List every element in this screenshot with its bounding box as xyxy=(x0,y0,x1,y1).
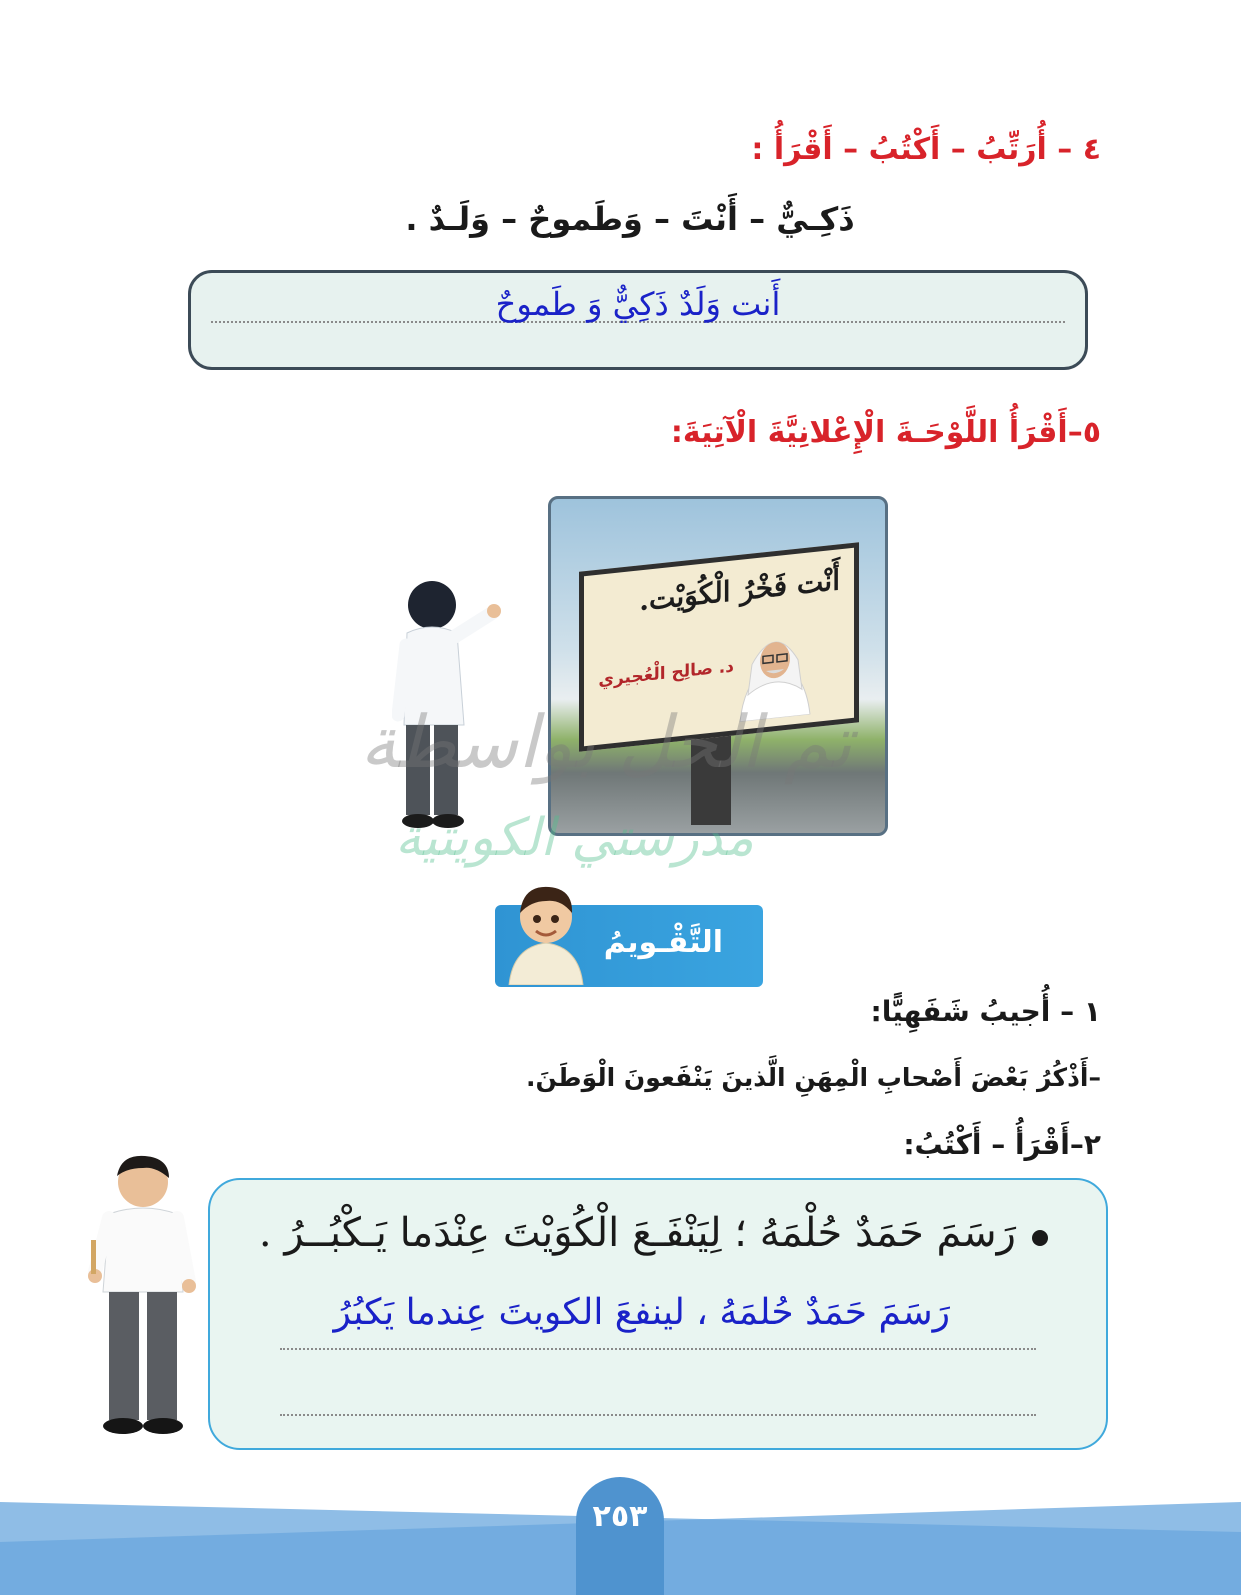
answer-box xyxy=(188,270,1088,370)
boy-standing-illustration xyxy=(85,1152,200,1437)
boy-avatar-icon xyxy=(501,875,591,985)
question-1-instruction: –أَذْكُرُ بَعْضَ أَصْحابِ الْمِهَنِ الَّذينَ يَنْفَعونَ الْوَطَنَ. xyxy=(526,1063,1101,1092)
question-4-title: ٤ – أُرَتِّبُ – أَكْتُبُ – أَقْرَأُ : xyxy=(751,132,1101,167)
billboard-image xyxy=(548,496,888,836)
bullet-icon xyxy=(1032,1230,1048,1246)
handwritten-answer-q2: رَسَمَ حَمَدٌ حُلمَهُ ، لينفعَ الكويتَ عِندما يَكبُرُ xyxy=(333,1292,950,1333)
writing-dotted-line-2 xyxy=(280,1414,1036,1416)
page-number: ٢٥٣ xyxy=(592,1499,648,1534)
handwritten-answer-q4: أَنت وَلَدٌ ذَكِيٌّ وَ طَموحٌ xyxy=(495,285,781,323)
billboard-headline: أَنْت فَخْرُ الْكُوَيْت. xyxy=(639,563,840,618)
writing-box xyxy=(208,1178,1108,1450)
page-number-tab xyxy=(576,1477,664,1595)
watermark-line-1: تم الحل بواسطة xyxy=(360,700,852,784)
sentence-to-copy: رَسَمَ حَمَدٌ حُلْمَهُ ؛ لِيَنْفَـعَ الْكُوَيْتَ عِنْدَما يَـكْبُــرُ . xyxy=(258,1210,1016,1256)
watermark-line-2: مدرستي الكويتية xyxy=(395,808,754,868)
question-1-title: ١ – أُجيبُ شَفَهِيًّا: xyxy=(870,995,1101,1028)
evaluation-label: التَّقْـويمُ xyxy=(603,925,723,960)
scrambled-words: ذَكِـيٌّ – أَنْتَ – وَطَموحٌ – وَلَـدٌ . xyxy=(405,200,855,238)
question-2-title: ٢–أَقْرَأُ – أَكْتُبُ: xyxy=(903,1128,1101,1161)
writing-dotted-line-1 xyxy=(280,1348,1036,1350)
evaluation-banner xyxy=(495,905,763,987)
billboard-author: د. صالِح الْعُجيري xyxy=(598,656,734,691)
question-5-title: ٥–أَقْرَأُ اللَّوْحَـةَ الْإِعْلانِيَّةَ الْآتِيَةَ: xyxy=(670,415,1101,450)
